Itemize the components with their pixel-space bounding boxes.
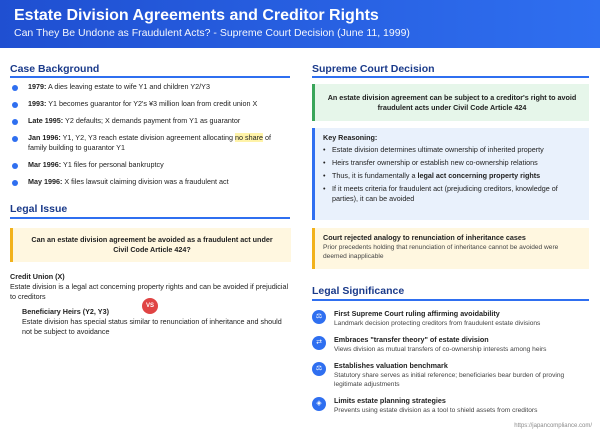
- timeline-dot-icon: [12, 85, 18, 91]
- exchange-icon: ⇄: [312, 336, 326, 350]
- rejected-analogy-box: [312, 228, 589, 269]
- section-divider: [10, 217, 290, 219]
- timeline-dot-icon: [12, 102, 18, 108]
- reasoning-item: • Heirs transfer ownership or establish new co-ownership relations: [323, 158, 581, 168]
- creditor-name: Credit Union (X): [10, 272, 65, 281]
- legal-issue-question: Can an estate division agreement be avoided as a fraudulent act under Civil Code Article 424?: [10, 228, 291, 262]
- case-background-heading: Case Background: [10, 63, 100, 75]
- heirs-name: Beneficiary Heirs (Y2, Y3): [22, 307, 109, 316]
- page-subtitle: Can They Be Undone as Fraudulent Acts? - Supreme Court Decision (June 11, 1999): [14, 27, 410, 39]
- timeline-item: Mar 1996: Y1 files for personal bankruptcy: [10, 160, 290, 170]
- page-title: Estate Division Agreements and Creditor Rights: [14, 7, 379, 24]
- legal-issue-heading: Legal Issue: [10, 203, 68, 215]
- significance-item: ◈ Limits estate planning strategies Prevents using estate division as a tool to shield assets from creditors: [312, 396, 592, 415]
- timeline-item: 1993: Y1 becomes guarantor for Y2's ¥3 million loan from credit union X: [10, 99, 290, 109]
- timeline-item: Jan 1996: Y1, Y2, Y3 reach estate division agreement allocating no share of family building to guarantor Y1: [10, 133, 290, 153]
- reasoning-item: • Thus, it is fundamentally a legal act concerning property rights: [323, 171, 581, 181]
- timeline-dot-icon: [12, 163, 18, 169]
- creditor-argument: Estate division is a legal act concerning property rights and can be avoided if prejudicial to creditors: [10, 282, 289, 301]
- vs-badge: VS: [142, 298, 158, 314]
- significance-item: ⇄ Embraces "transfer theory" of estate division Views division as mutual transfers of co-ownership interests among heirs: [312, 335, 592, 354]
- significance-item: ⚖ First Supreme Court ruling affirming avoidability Landmark decision protecting creditors from fraudulent estate divisions: [312, 309, 592, 328]
- decision-heading: Supreme Court Decision: [312, 63, 435, 75]
- reasoning-item: • Estate division determines ultimate ownership of inherited property: [323, 145, 581, 155]
- section-divider: [10, 76, 290, 78]
- reasoning-title: Key Reasoning:: [323, 133, 378, 142]
- header-banner: [0, 0, 600, 48]
- highlight-text: no share: [234, 133, 263, 142]
- gavel-icon: ⚖: [312, 310, 326, 324]
- rejected-text: Prior precedents holding that renunciation of inheritance cannot be avoided were deemed inapplicable: [323, 244, 559, 260]
- scale-icon: ⚖: [312, 362, 326, 376]
- timeline: [10, 82, 290, 192]
- section-divider: [312, 76, 589, 78]
- significance-item: ⚖ Establishes valuation benchmark Statutory share serves as initial reference; beneficiaries bear burden of proving legitimate adjustments: [312, 361, 592, 389]
- footer-url[interactable]: https://japancompliance.com/: [514, 423, 592, 429]
- timeline-item: 1979: A dies leaving estate to wife Y1 and children Y2/Y3: [10, 82, 290, 92]
- timeline-item: May 1996: X files lawsuit claiming division was a fraudulent act: [10, 177, 290, 187]
- rejected-title: Court rejected analogy to renunciation of inheritance cases: [323, 233, 526, 242]
- timeline-dot-icon: [12, 119, 18, 125]
- court-holding: An estate division agreement can be subject to a creditor's right to avoid fraudulent acts under Civil Code Article 424: [312, 84, 589, 121]
- reasoning-item: • If it meets criteria for fraudulent act (prejudicing creditors, knowledge of parties), it can be avoided: [323, 184, 581, 204]
- reasoning-list: [323, 145, 581, 204]
- shield-icon: ◈: [312, 397, 326, 411]
- heirs-argument: Estate division has special status similar to renunciation of inheritance and should not be subject to avoidance: [22, 317, 282, 336]
- significance-heading: Legal Significance: [312, 285, 405, 297]
- timeline-dot-icon: [12, 136, 18, 142]
- timeline-dot-icon: [12, 180, 18, 186]
- key-reasoning-box: [312, 128, 589, 220]
- heirs-position: [22, 307, 292, 337]
- section-divider: [312, 299, 589, 301]
- timeline-item: Late 1995: Y2 defaults; X demands payment from Y1 as guarantor: [10, 116, 290, 126]
